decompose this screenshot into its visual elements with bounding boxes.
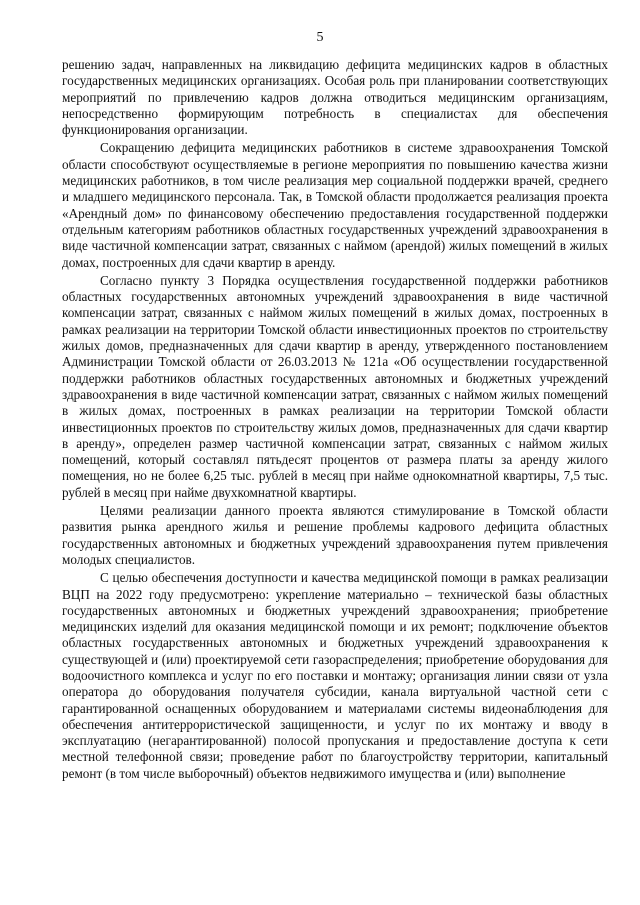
paragraph: С целью обеспечения доступности и качества медицинской помощи в рамках реализации ВЦП на 2022 году предусмотрено: укрепление материально – технической базы областных государственных автономных и бюджетных учреждений здравоохранения; приобретение медицинских изделий для оказания медицинской помощи и их ремонт; подключение объектов областных государственных автономных и бюджетных учреждений здравоохранения к существующей и (или) проектируемой сети газораспределения; приобретение оборудования для водоочистного комплекса и услуг по его поставки и монтажу; организация линии связи от узла оператора до оборудования получателя субсидии, канала виртуальной частной сети с гарантированной оснащенных оборудованием и материалами системы видеонаблюдения для обеспечения антитеррористической защищенности, и услуг по их монтажу и вводу в эксплуатацию (негарантированной) полосой пропускания и предоставление доступа к сети местной телефонной связи; проведение работ по благоустройству территории, капитальный ремонт (в том числе выборочный) объектов недвижимого имущества и (или) выполнение [62,570,608,781]
paragraph: Согласно пункту 3 Порядка осуществления государственной поддержки работников областных государственных автономных учреждений здравоохранения в виде частичной компенсации затрат, связанных с наймом жилых помещений в жилых домах, построенных в рамках реализации на территории Томской области инвестиционных проектов по строительству жилых домов, предназначенных для сдачи квартир в аренду, утвержденного постановлением Администрации Томской области от 26.03.2013 № 121а «Об осуществлении государственной поддержки работников областных государственных автономных и бюджетных учреждений здравоохранения в виде частичной компенсации затрат, связанных с наймом жилых помещений в жилых домах, построенных в рамках реализации на территории Томской области инвестиционных проектов по строительству жилых домов, предназначенных для сдачи квартир в аренду», определен размер частичной компенсации затрат, связанных с наймом жилых помещений, который составлял пятьдесят процентов от размера платы за аренду жилого помещения, но не более 6,25 тыс. рублей в месяц при найме однокомнатной квартиры, 7,5 тыс. рублей в месяц при найме двухкомнатной квартиры. [62,272,608,500]
paragraph-continuation: решению задач, направленных на ликвидацию дефицита медицинских кадров в областных государственных медицинских организациях. Особая роль при планировании соответствующих мероприятий по привлечению кадров должна отводиться медицинским организациям, непосредственно формирующим потребность в специалистах для обеспечения функционирования организации. [62,57,608,138]
paragraph: Целями реализации данного проекта являются стимулирование в Томской области развития рынка арендного жилья и решение проблемы кадрового дефицита областных государственных автономных и бюджетных учреждений здравоохранения путем привлечения молодых специалистов. [62,503,608,567]
page-number: 5 [316,30,324,45]
paragraph: Сокращению дефицита медицинских работников в системе здравоохранения Томской области способствуют осуществляемые в регионе мероприятия по повышению качества жизни медицинских работников, в том числе реализация мер социальной поддержки врачей, среднего и младшего медицинского персонала. Так, в Томской области продолжается реализация проекта «Арендный дом» по финансовому обеспечению предоставления государственной поддержки отдельным категориям работников областных государственных учреждений здравоохранения в виде частичной компенсации затрат, связанных с наймом (арендой) жилых помещений в жилых домах, построенных для сдачи квартир в аренду. [62,140,608,270]
document-body [62,57,608,784]
